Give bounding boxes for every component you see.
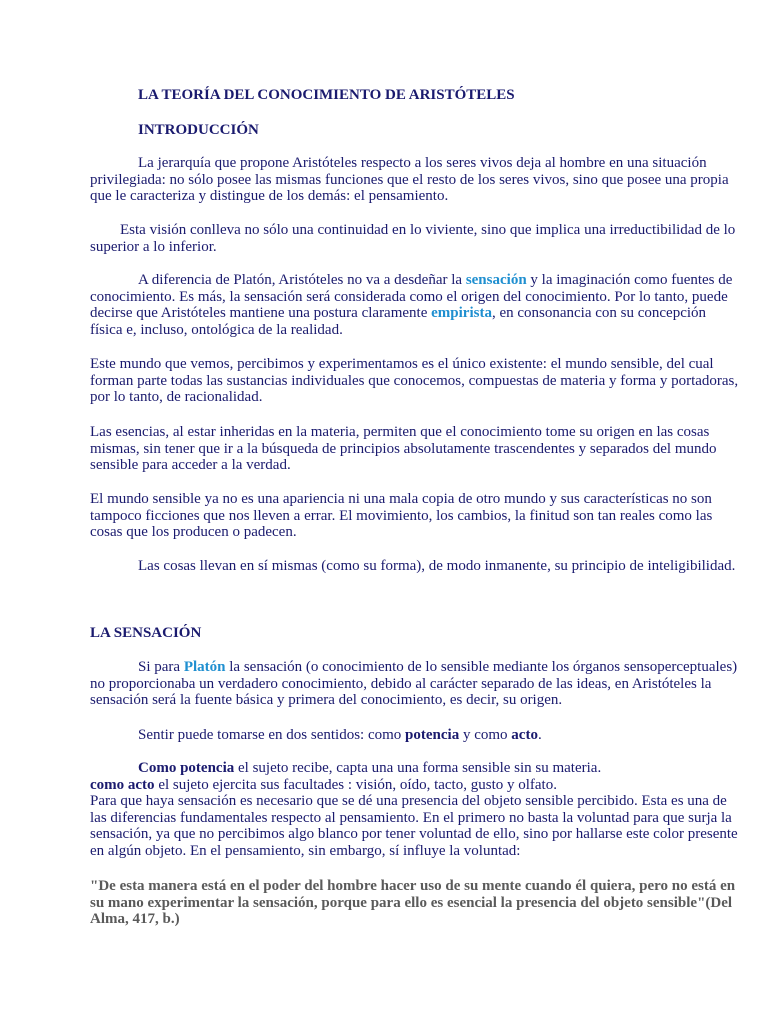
- acto-line: [90, 777, 740, 794]
- paragraph-10: [90, 760, 740, 860]
- paragraph-9: [90, 727, 740, 744]
- paragraph-3-text-c: , en consonancia con su concepción física e, incluso, ontológica de la realidad.: [90, 305, 707, 338]
- paragraph-1: La jerarquía que propone Aristóteles respecto a los seres vivos deja al hombre en una situación privilegiada: no sólo posee las mismas funciones que el resto de los seres vivos, sino que posee una propia que le caracteriza y distingue de los demás: el pensamiento.: [90, 155, 729, 205]
- como-potencia-term: Como potencia: [138, 760, 235, 776]
- paragraph-8: [90, 659, 740, 709]
- platon-link[interactable]: Platón: [183, 659, 226, 675]
- acto-line-text: el sujeto ejercita sus facultades : visión, oído, tacto, gusto y olfato.: [154, 776, 557, 793]
- paragraph-8-text-b: la sensación (o conocimiento de lo sensible mediante los órganos sensoperceptuales) no proporcionaba un verdadero conocimiento, debido al carácter separado de las ideas, en Aristóteles la sensación será la fuente básica y primera del conocimiento, es decir, su origen.: [90, 659, 738, 709]
- paragraph-10-body: Para que haya sensación es necesario que se dé una presencia del objeto sensible percibido. Esta es una de las diferencias fundamentales respecto al pensamiento. En el primero no basta la voluntad para que surja la sensación, ya que no percibimos algo blanco por tener voluntad de ello, sino por hallarse este color presente en algún objeto. En el pensamiento, sin embargo, sí influye la voluntad:: [90, 793, 738, 859]
- paragraph-6: El mundo sensible ya no es una apariencia ni una mala copia de otro mundo y sus características no son tampoco ficciones que nos lleven a errar. El movimiento, los cambios, la finitud son tan reales como las cosas que los producen o padecen.: [90, 491, 713, 541]
- sensacion-link[interactable]: sensación: [465, 272, 527, 288]
- paragraph-4: Este mundo que vemos, percibimos y experimentamos es el único existente: el mundo sensible, del cual forman parte todas las sustancias individuales que conocemos, compuestas de materia y forma y portadoras, por lo tanto, de racionalidad.: [90, 356, 739, 406]
- paragraph-3-text-b: y la imaginación como fuentes de conocimiento. Es más, la sensación será considerada como el origen del conocimiento. Por lo tanto, puede decirse que Aristóteles mantiene una postura claramente: [90, 272, 733, 322]
- aristotle-quote: "De esta manera está en el poder del hombre hacer uso de su mente cuando él quiera, pero no está en su mano experimentar la sensación, porque para ello es esencial la presencia del objeto sensible"(Del Alma, 417, b.): [90, 878, 736, 928]
- empirista-link[interactable]: empirista: [431, 305, 492, 322]
- paragraph-2: Esta visión conlleva no sólo una continuidad en lo viviente, sino que implica una irreductibilidad de lo superior a lo inferior.: [90, 222, 736, 255]
- sensacion-heading: LA SENSACIÓN: [90, 625, 202, 641]
- paragraph-7: Las cosas llevan en sí mismas (como su forma), de modo inmanente, su principio de inteligibilidad.: [138, 558, 736, 574]
- intro-heading: INTRODUCCIÓN: [138, 122, 259, 138]
- paragraph-8-text-a: Si para: [138, 659, 184, 675]
- potencia-line-text: el sujeto recibe, capta una una forma sensible sin su materia.: [234, 760, 602, 776]
- paragraph-5: Las esencias, al estar inheridas en la materia, permiten que el conocimiento tome su origen en las cosas mismas, sin tener que ir a la búsqueda de principios absolutamente trascendentes y separados del mundo sensible para acceder a la verdad.: [90, 424, 717, 474]
- paragraph-9-text-c: y como: [459, 727, 512, 743]
- potencia-term: potencia: [405, 727, 460, 743]
- document-title: LA TEORÍA DEL CONOCIMIENTO DE ARISTÓTELES: [138, 87, 515, 103]
- paragraph-9-text-a: Sentir puede tomarse en dos sentidos: como: [138, 727, 406, 743]
- potencia-line: [90, 760, 740, 777]
- como-acto-term: como acto: [90, 776, 155, 793]
- paragraph-9-text-d: .: [537, 727, 542, 743]
- acto-term: acto: [511, 727, 538, 743]
- paragraph-3: [90, 272, 740, 338]
- paragraph-3-text-a: A diferencia de Platón, Aristóteles no va a desdeñar la: [138, 272, 466, 288]
